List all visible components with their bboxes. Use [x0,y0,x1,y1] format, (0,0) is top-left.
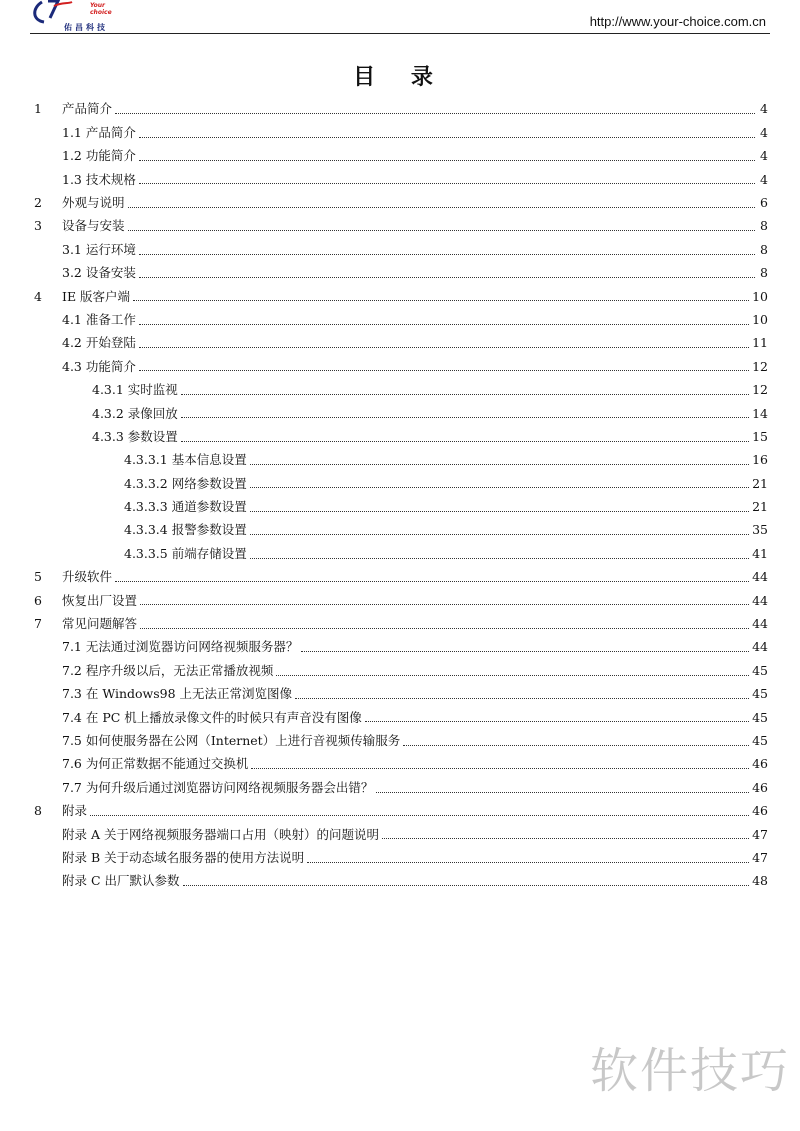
toc-entry[interactable] [30,613,768,636]
toc-dot-leader [250,534,749,535]
toc-entry[interactable] [30,262,768,285]
toc-dot-leader [128,207,755,208]
toc-entry-line [30,545,768,561]
toc-entry-line [30,124,768,140]
toc-entry-label: 7.3 在 Windows98 上无法正常浏览图像 [62,686,293,702]
toc-dot-leader [90,815,749,816]
toc-entry[interactable] [30,238,768,261]
toc-entry[interactable] [30,496,768,519]
toc-dot-leader [250,464,749,465]
toc-entry-label: 7.4 在 PC 机上播放录像文件的时候只有声音没有图像 [62,709,362,725]
toc-dot-leader [181,441,749,442]
toc-entry-number: 2 [34,195,42,210]
toc-dot-leader [115,113,755,114]
toc-entry-label: 7.6 为何正常数据不能通过交换机 [62,756,249,772]
toc-dot-leader [403,745,749,746]
toc-dot-leader [181,417,749,418]
toc-dot-leader [276,675,749,676]
toc-entry-line [30,709,768,725]
toc-entry[interactable] [30,823,768,846]
toc-entry-line [30,171,768,187]
toc-dot-leader [139,370,749,371]
toc-entry[interactable] [30,870,768,893]
toc-dot-leader [301,651,749,652]
toc-entry-number: 1 [34,101,42,117]
toc-entry-page: 45 [752,709,768,725]
toc-entry-line [30,358,768,374]
company-logo [28,0,112,34]
toc-entry-page: 8 [760,241,768,257]
toc-entry-page: 44 [752,592,768,608]
toc-entry-line [30,571,768,584]
toc-entry[interactable] [30,168,768,191]
toc-entry-page: 16 [752,452,768,468]
toc-entry-page: 8 [760,218,768,234]
toc-entry-page: 10 [752,311,768,327]
toc-entry-page: 4 [760,101,768,117]
toc-dot-leader [365,721,749,722]
toc-dot-leader [139,254,755,255]
toc-entry-line [30,805,768,818]
toc-entry-page: 46 [752,756,768,772]
toc-entry[interactable] [30,589,768,612]
toc-entry-label: 7.5 如何使服务器在公网（Internet）上进行音视频传输服务 [62,732,401,748]
toc-entry-page: 4 [760,148,768,164]
toc-entry-page: 41 [752,545,768,561]
toc-entry-line [30,592,768,608]
toc-entry-label: 4.3 功能简介 [62,358,136,374]
toc-dot-leader [295,698,749,699]
toc-entry[interactable] [30,706,768,729]
toc-entry-line [30,826,768,842]
logo-english-text: Your choice [90,2,112,16]
toc-entry-line [30,337,768,350]
toc-dot-leader [140,628,749,629]
toc-entry-page: 8 [760,265,768,281]
toc-entry-line [30,688,768,701]
toc-entry-line [30,758,768,771]
toc-entry-line [30,641,768,654]
toc-entry-label: 附录 C 出厂默认参数 [62,873,180,889]
toc-entry-label: 4.3.3.5 前端存储设置 [124,545,247,561]
toc-entry-page: 10 [752,288,768,304]
toc-entry-page: 47 [752,849,768,865]
toc-entry-page: 4 [760,171,768,187]
toc-entry-line [30,662,768,678]
toc-dot-leader [140,604,749,605]
toc-entry[interactable] [30,659,768,682]
toc-entry-label: 4.3.3.1 基本信息设置 [124,452,247,468]
toc-entry-line [30,288,768,304]
toc-entry-label: 4.3.3 参数设置 [92,428,178,444]
toc-dot-leader [139,137,755,138]
toc-entry-page: 46 [752,803,768,819]
page-header [0,0,800,36]
toc-entry[interactable] [30,192,768,215]
watermark: 软件技巧 [589,1043,790,1099]
toc-entry-line [30,150,768,163]
toc-entry[interactable] [30,847,768,870]
toc-entry-label: 1.2 功能简介 [62,148,136,164]
logo-chinese-text: 佑昌科技 [64,23,108,32]
toc-entry-line [30,849,768,865]
toc-entry-page: 6 [760,195,768,210]
toc-dot-leader [133,300,749,301]
toc-entry-label: 4.3.3.4 报警参数设置 [124,522,247,538]
toc-entry[interactable] [30,776,768,799]
toc-entry-label: 附录 B 关于动态域名服务器的使用方法说明 [62,849,305,865]
toc-entry-page: 12 [752,382,768,398]
toc-entry-label: IE 版客户端 [62,288,131,304]
toc-entry[interactable] [30,98,768,121]
toc-entry-label: 附录 [62,803,88,819]
page-title: 目 录 [353,65,447,90]
toc-entry-label: 4.3.1 实时监视 [92,382,178,398]
header-url[interactable]: http://www.your-choice.com.cn [589,14,766,29]
toc-entry[interactable] [30,566,768,589]
toc-dot-leader [307,862,749,863]
toc-entry-line [30,779,768,795]
toc-entry[interactable] [30,519,768,542]
toc-entry[interactable] [30,472,768,495]
toc-entry-page: 46 [752,779,768,795]
table-of-contents [30,98,768,893]
toc-entry-line [30,501,768,514]
toc-entry-label: 7.2 程序升级以后，无法正常播放视频 [62,662,274,678]
toc-entry-page: 12 [752,358,768,374]
toc-dot-leader [139,183,755,184]
toc-entry-label: 7.7 为何升级后通过浏览器访问网络视频服务器会出错？ [62,779,374,795]
header-divider [30,33,770,34]
toc-entry-line [30,405,768,421]
toc-entry-page: 47 [752,826,768,842]
toc-entry-page: 15 [752,428,768,444]
toc-entry-number: 4 [34,288,42,304]
toc-entry-number: 5 [34,569,42,585]
toc-entry-label: 4.1 准备工作 [62,311,136,327]
toc-entry[interactable] [30,800,768,823]
toc-entry-line [30,732,768,748]
toc-entry-label: 4.2 开始登陆 [62,335,136,351]
toc-dot-leader [250,511,749,512]
toc-entry-number: 7 [34,616,42,632]
toc-entry-number: 6 [34,592,42,608]
toc-entry-line [30,384,768,397]
toc-entry-line [30,875,768,888]
toc-entry-label: 附录 A 关于网络视频服务器端口占用（映射）的问题说明 [62,826,379,842]
toc-entry[interactable] [30,449,768,472]
toc-entry[interactable] [30,683,768,706]
toc-entry-label: 4.3.3.3 通道参数设置 [124,499,247,515]
toc-entry-line [30,454,768,467]
toc-entry-line [30,241,768,257]
toc-entry[interactable] [30,730,768,753]
toc-entry[interactable] [30,121,768,144]
toc-entry-page: 11 [752,335,768,351]
toc-dot-leader [382,838,749,839]
toc-entry[interactable] [30,145,768,168]
toc-entry-line [30,267,768,280]
toc-dot-leader [139,160,755,161]
toc-entry-page: 44 [752,639,768,655]
toc-dot-leader [139,324,749,325]
toc-entry-page: 21 [752,499,768,515]
toc-entry[interactable] [30,309,768,332]
toc-entry[interactable] [30,425,768,448]
toc-entry-label: 3.2 设备安装 [62,265,136,281]
toc-entry[interactable] [30,636,768,659]
toc-entry-label: 恢复出厂设置 [62,592,138,608]
toc-entry-label: 外观与说明 [62,195,125,210]
toc-entry-line [30,524,768,537]
toc-dot-leader [128,230,755,231]
toc-entry[interactable] [30,355,768,378]
toc-entry-page: 45 [752,686,768,702]
toc-dot-leader [181,394,749,395]
toc-entry[interactable] [30,285,768,308]
toc-entry-page: 45 [752,732,768,748]
toc-entry[interactable] [30,379,768,402]
toc-entry-line [30,428,768,444]
toc-entry-line [30,475,768,491]
toc-dot-leader [115,581,749,582]
toc-entry-label: 7.1 无法通过浏览器访问网络视频服务器？ [62,639,299,655]
toc-entry-label: 常见问题解答 [62,616,138,632]
toc-entry-page: 48 [752,873,768,889]
toc-entry-page: 35 [752,522,768,538]
toc-dot-leader [183,885,750,886]
toc-entry-line [30,197,768,210]
toc-entry[interactable] [30,332,768,355]
toc-entry-page: 44 [752,569,768,585]
toc-entry-label: 4.3.3.2 网络参数设置 [124,475,247,491]
toc-entry-page: 14 [752,405,768,421]
toc-entry[interactable] [30,753,768,776]
toc-entry[interactable] [30,215,768,238]
toc-entry-page: 44 [752,616,768,632]
toc-entry-label: 升级软件 [62,569,113,585]
toc-entry[interactable] [30,542,768,565]
toc-dot-leader [139,277,755,278]
toc-entry-page: 21 [752,475,768,491]
toc-entry-number: 3 [34,218,42,234]
toc-dot-leader [139,347,749,348]
toc-dot-leader [376,792,749,793]
toc-entry-page: 4 [760,124,768,140]
toc-entry-line [30,311,768,327]
toc-entry-line [30,220,768,233]
toc-entry-label: 产品简介 [62,101,113,117]
toc-entry-line [30,618,768,631]
toc-entry-number: 8 [34,803,42,819]
toc-entry[interactable] [30,402,768,425]
toc-dot-leader [250,487,749,488]
toc-entry-page: 45 [752,662,768,678]
toc-entry-label: 1.3 技术规格 [62,171,136,187]
toc-entry-label: 3.1 运行环境 [62,241,136,257]
toc-entry-label: 设备与安装 [62,218,125,234]
toc-entry-line [30,103,768,116]
toc-dot-leader [251,768,749,769]
toc-entry-label: 4.3.2 录像回放 [92,405,178,421]
toc-dot-leader [250,558,749,559]
toc-entry-label: 1.1 产品简介 [62,124,136,140]
